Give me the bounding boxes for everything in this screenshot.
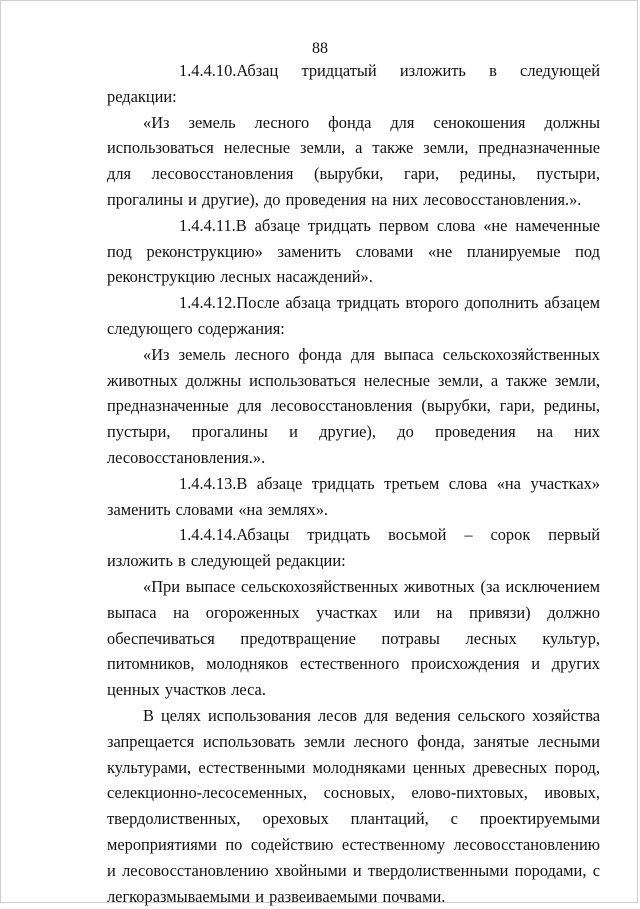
paragraph-1-4-4-10 [107, 58, 600, 110]
paragraph-1-4-4-12 [107, 290, 600, 342]
paragraph-1-4-4-11 [107, 213, 600, 290]
quoted-paragraph-grazing: «Из земель лесного фонда для выпаса сельскохозяйственных животных должны использоваться нелесные земли, а также земли, предназначенные для лесовосстановления (вырубки, гари, редины, пустыри, прогалины и другие), до проведения на них лесовосстановления.». [107, 344, 600, 467]
clause-number: 1.4.4.11. [179, 215, 236, 235]
quoted-paragraph-livestock: «При выпасе сельскохозяйственных животных (за исключением выпаса на огороженных участках или на привязи) должно обеспечиваться предотвращение потравы лесных культур, питомников, молодняков естественного происхождения и других ценных участков леса. [107, 576, 600, 700]
paragraph-text: Абзацы тридцать восьмой – сорок первый изложить в следующей редакции: [107, 525, 600, 571]
paragraph-text: В абзаце тридцать первом слова «не намеченные под реконструкцию» заменить словами «не планируемые под реконструкцию лесных насаждений». [107, 215, 600, 287]
clause-number: 1.4.4.13. [179, 473, 237, 493]
clause-number: 1.4.4.12. [179, 293, 237, 313]
paragraph-prohibition: В целях использования лесов для ведения сельского хозяйства запрещается использовать земли лесного фонда, занятые лесными культурами, естественными молодняками ценных древесных пород, селекционно-лесосеменных, сосновых, елово-пихтовых, ивовых, твердолиственных, ореховых плантаций, с проектируемыми мероприятиями по содействию естественному лесовосстановлению и лесовосстановлению хвойными и твердолиственными породами, с легкоразмываемыми и развеиваемыми почвами. [107, 705, 600, 906]
document-body [107, 58, 600, 909]
paragraph-text: Абзац тридцатый изложить в следующей редакции: [107, 61, 600, 106]
paragraph-text: После абзаца тридцать второго дополнить абзацем следующего содержания: [107, 293, 600, 338]
paragraph-text: В абзаце тридцать третьем слова «на участках» заменить словами «на землях». [107, 473, 600, 519]
quoted-paragraph-haymaking: «Из земель лесного фонда для сенокошения должны использоваться нелесные земли, а также земли, предназначенные для лесовосстановления (вырубки, гари, редины, пустыри, прогалины и другие), до проведения на них лесовосстановления.». [107, 112, 600, 209]
paragraph-1-4-4-14 [107, 522, 600, 574]
paragraph-1-4-4-13 [107, 471, 600, 523]
clause-number: 1.4.4.10. [179, 61, 237, 80]
page-number: 88 [312, 40, 328, 57]
clause-number: 1.4.4.14. [179, 525, 237, 545]
